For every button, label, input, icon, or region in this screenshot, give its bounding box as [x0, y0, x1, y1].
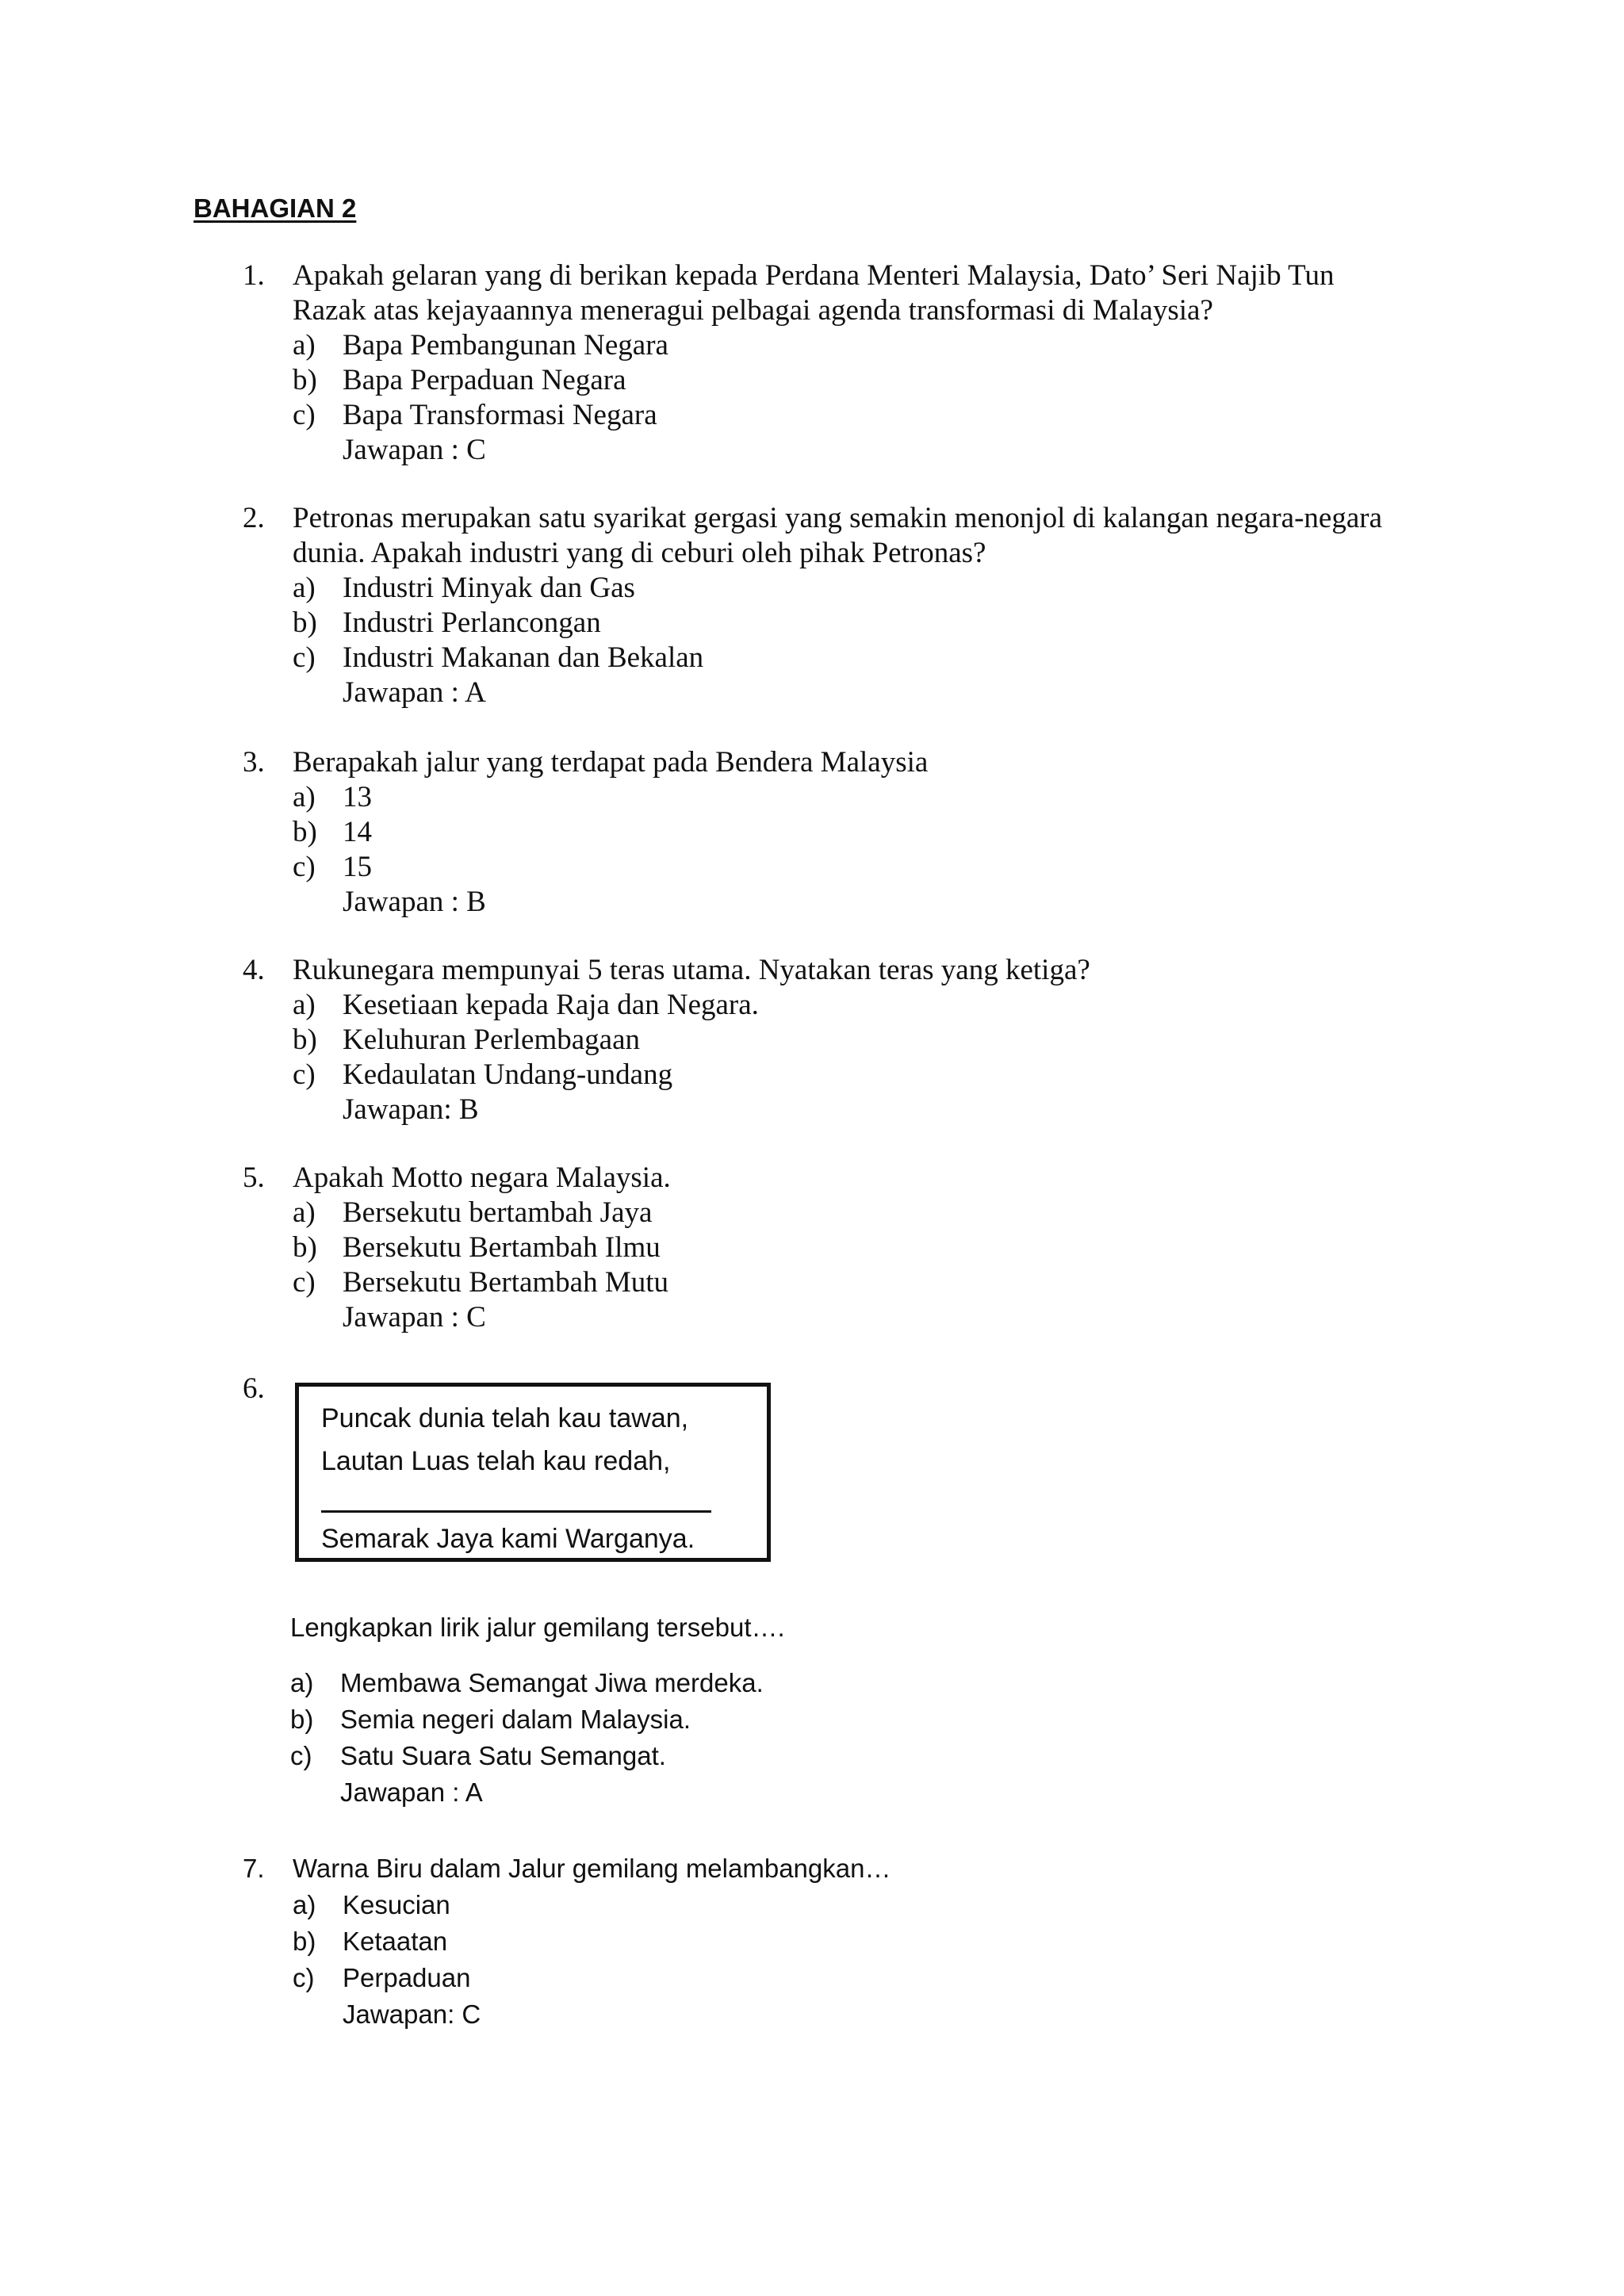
option-b — [293, 363, 1432, 398]
option-b — [293, 1923, 1432, 1960]
option-letter: c) — [293, 851, 316, 883]
option-a — [293, 571, 1432, 606]
option-letter: a) — [293, 329, 316, 362]
question-number: 2. — [243, 502, 265, 534]
option-letter: b) — [293, 1231, 317, 1264]
question-6-options — [290, 1665, 1321, 1811]
option-text: Bersekutu Bertambah Ilmu — [343, 1231, 661, 1264]
option-letter: a) — [293, 989, 316, 1021]
option-letter: b) — [293, 1024, 317, 1056]
option-text: Industri Makanan dan Bekalan — [343, 641, 704, 674]
option-c — [293, 1960, 1432, 1996]
option-text: Kesucian — [343, 1890, 450, 1919]
question-number: 3. — [243, 746, 265, 779]
option-letter: a) — [293, 572, 316, 604]
option-letter: c) — [293, 399, 316, 431]
option-letter: b) — [293, 607, 317, 639]
answer-text: Jawapan: B — [343, 1093, 479, 1126]
option-c — [293, 641, 1432, 675]
question-3 — [243, 745, 1432, 920]
option-letter: b) — [293, 816, 317, 848]
option-b — [293, 606, 1432, 641]
option-letter: b) — [293, 1927, 316, 1956]
answer-text: Jawapan : C — [343, 434, 486, 466]
question-text-line: Apakah Motto negara Malaysia. — [293, 1161, 671, 1194]
option-a — [293, 1887, 1432, 1923]
lyric-line-4: Semarak Jaya kami Warganya. — [321, 1524, 695, 1554]
question-text-line: Apakah gelaran yang di berikan kepada Perdana Menteri Malaysia, Dato’ Seri Najib Tun — [293, 259, 1335, 292]
option-text: Bersekutu bertambah Jaya — [343, 1196, 653, 1229]
option-c — [293, 850, 1432, 885]
option-text: 15 — [343, 851, 372, 883]
option-text: Keluhuran Perlembagaan — [343, 1024, 640, 1056]
option-text: Satu Suara Satu Semangat. — [340, 1741, 666, 1770]
question-number: 4. — [243, 954, 265, 986]
option-a — [293, 988, 1432, 1023]
option-c — [293, 1058, 1432, 1093]
option-letter: b) — [290, 1705, 314, 1734]
option-letter: c) — [293, 1058, 316, 1091]
option-letter: c) — [293, 1266, 316, 1299]
option-text: Bersekutu Bertambah Mutu — [343, 1266, 669, 1299]
option-text: Bapa Perpaduan Negara — [343, 364, 626, 396]
option-b — [293, 1230, 1432, 1265]
option-letter: a) — [290, 1668, 314, 1697]
option-c — [293, 1265, 1432, 1300]
question-6-number: 6. — [243, 1372, 265, 1405]
question-5 — [243, 1161, 1432, 1335]
option-a — [290, 1665, 1321, 1701]
option-letter: c) — [290, 1741, 312, 1770]
option-c — [290, 1738, 1321, 1774]
option-letter: a) — [293, 781, 316, 813]
option-c — [293, 398, 1432, 433]
lyric-box — [295, 1383, 771, 1562]
question-1 — [243, 258, 1432, 468]
lyric-blank-line — [321, 1510, 711, 1513]
option-b — [290, 1701, 1321, 1738]
option-text: Perpaduan — [343, 1963, 471, 1992]
question-number: 1. — [243, 259, 265, 292]
answer-text: Jawapan : B — [343, 886, 486, 918]
question-4 — [243, 953, 1432, 1127]
question-number: 5. — [243, 1161, 265, 1194]
option-text: Semia negeri dalam Malaysia. — [340, 1705, 691, 1734]
option-letter: a) — [293, 1890, 316, 1919]
lyric-line-2: Lautan Luas telah kau redah, — [321, 1446, 671, 1476]
answer-text: Jawapan: C — [343, 1999, 481, 2029]
question-text-line: dunia. Apakah industri yang di ceburi oleh pihak Petronas? — [293, 537, 986, 569]
question-text-line: Warna Biru dalam Jalur gemilang melambangkan… — [293, 1854, 891, 1883]
option-text: 14 — [343, 816, 372, 848]
option-letter: c) — [293, 641, 316, 674]
option-text: Industri Minyak dan Gas — [343, 572, 635, 604]
answer-text: Jawapan : A — [340, 1777, 483, 1807]
option-letter: c) — [293, 1963, 315, 1992]
question-number: 7. — [243, 1854, 265, 1883]
option-text: Ketaatan — [343, 1927, 448, 1956]
option-text: Kesetiaan kepada Raja dan Negara. — [343, 989, 759, 1021]
option-text: Industri Perlancongan — [343, 607, 601, 639]
option-b — [293, 1023, 1432, 1058]
option-a — [293, 780, 1432, 815]
option-b — [293, 815, 1432, 850]
option-letter: a) — [293, 1196, 316, 1229]
question-text-line: Razak atas kejayaannya meneragui pelbagai agenda transformasi di Malaysia? — [293, 294, 1213, 327]
question-text-line: Rukunegara mempunyai 5 teras utama. Nyatakan teras yang ketiga? — [293, 954, 1090, 986]
question-text-line: Petronas merupakan satu syarikat gergasi yang semakin menonjol di kalangan negara-negara — [293, 502, 1383, 534]
option-letter: b) — [293, 364, 317, 396]
section-heading: BAHAGIAN 2 — [193, 193, 357, 223]
option-text: 13 — [343, 781, 372, 813]
option-text: Kedaulatan Undang-undang — [343, 1058, 673, 1091]
answer-text: Jawapan : A — [343, 676, 486, 709]
question-7 — [243, 1850, 1432, 2033]
option-text: Bapa Transformasi Negara — [343, 399, 657, 431]
question-6-prompt: Lengkapkan lirik jalur gemilang tersebut…. — [290, 1613, 785, 1642]
option-text: Membawa Semangat Jiwa merdeka. — [340, 1668, 764, 1697]
option-a — [293, 1196, 1432, 1230]
option-text: Bapa Pembangunan Negara — [343, 329, 668, 362]
question-2 — [243, 501, 1432, 710]
answer-text: Jawapan : C — [343, 1301, 486, 1334]
lyric-line-1: Puncak dunia telah kau tawan, — [321, 1403, 689, 1433]
question-text-line: Berapakah jalur yang terdapat pada Bendera Malaysia — [293, 746, 929, 779]
option-a — [293, 328, 1432, 363]
